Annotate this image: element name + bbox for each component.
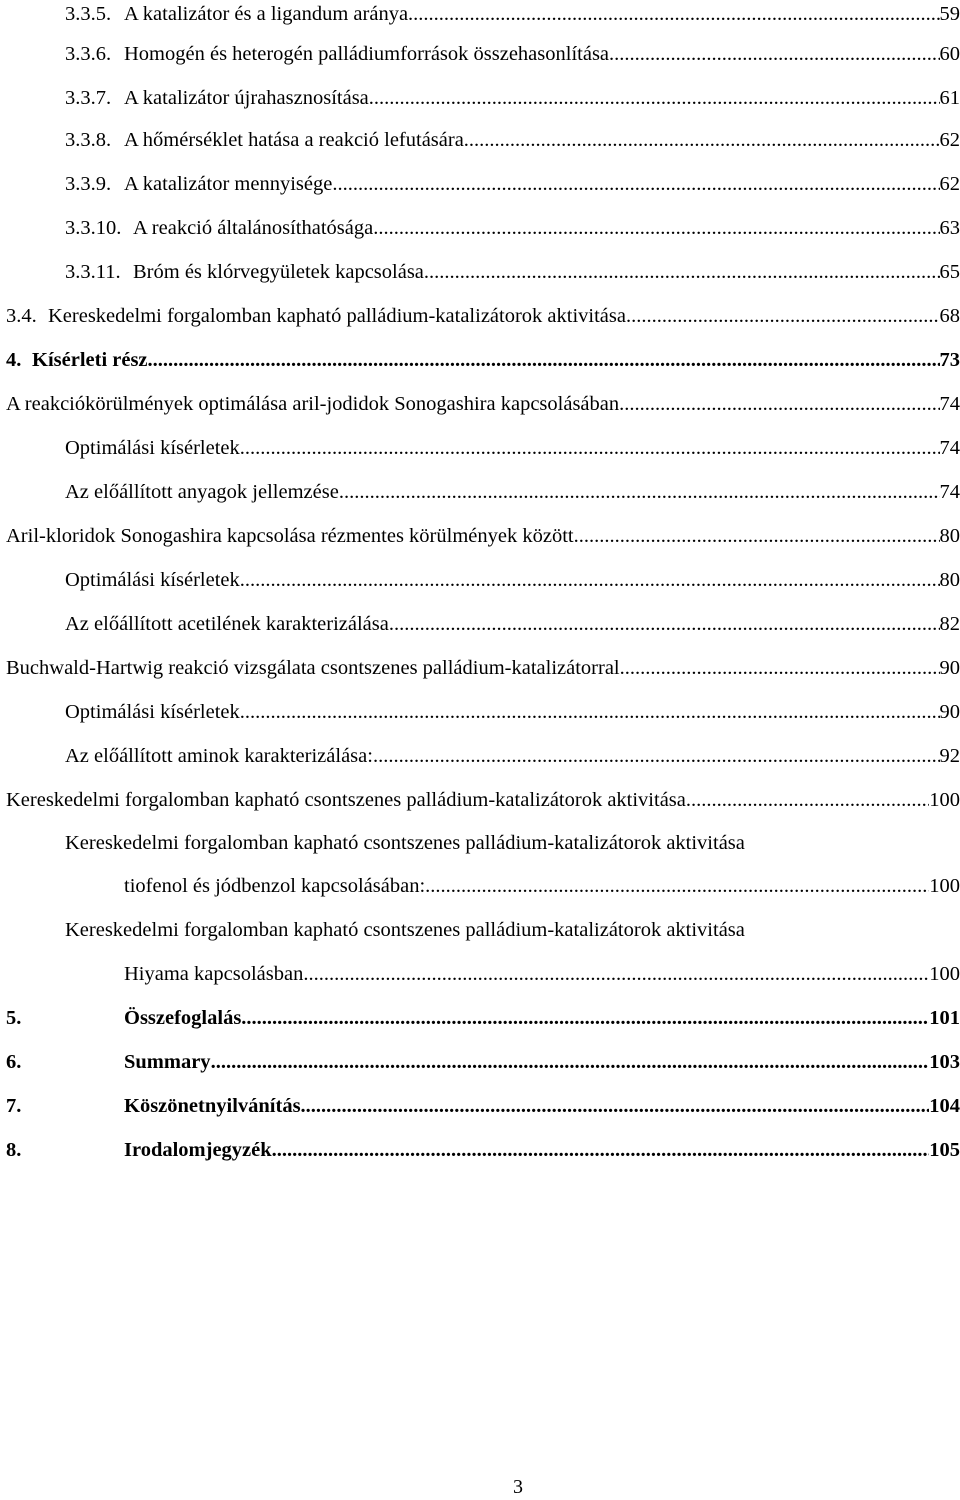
toc-entry[interactable] [6,1048,960,1076]
toc-entry-title: Bróm és klórvegyületek kapcsolása [133,258,424,286]
toc-entry[interactable] [65,566,960,594]
toc-entry-page: 80 [940,522,960,550]
toc-entry-number: 8. [6,1136,124,1164]
toc-entry-page: 100 [929,960,960,988]
toc-entry[interactable] [6,786,960,814]
toc-entry[interactable] [65,258,960,286]
toc-entry-title: Optimálási kísérletek [65,698,240,726]
toc-entry-title: A katalizátor mennyisége [124,170,332,198]
toc-entry-page: 60 [940,40,960,68]
page-number: 3 [0,1474,960,1500]
toc-entry-number: 4. [6,346,32,374]
toc-entry-title: Optimálási kísérletek [65,566,240,594]
dot-leader [241,1004,929,1032]
toc-entry-title: Az előállított anyagok jellemzése [65,478,339,506]
dot-leader [240,434,940,462]
toc-entry-page: 59 [940,0,960,28]
toc-entry-title: Összefoglalás [124,1004,241,1032]
toc-entry[interactable] [6,390,960,418]
toc-entry-page: 74 [940,478,960,506]
toc-entry-title: A katalizátor és a ligandum aránya [124,0,408,28]
toc-entry[interactable] [65,434,960,462]
toc-entry-page: 104 [929,1092,960,1120]
toc-entry[interactable] [6,1092,960,1120]
dot-leader [574,522,940,550]
dot-leader [609,40,939,68]
toc-entry-title: Homogén és heterogén palládiumforrások összehasonlítása [124,40,609,68]
toc-entry-page: 61 [940,84,960,112]
toc-entry-page: 90 [940,654,960,682]
toc-entry-number: 3.4. [6,302,48,330]
toc-entry[interactable] [65,126,960,154]
toc-entry-page: 62 [940,126,960,154]
toc-entry[interactable] [65,0,960,28]
toc-entry-title-line1: Kereskedelmi forgalomban kapható csontszenes palládium-katalizátorok aktivitása [65,829,745,857]
toc-entry[interactable] [65,84,960,112]
toc-entry[interactable] [65,214,960,242]
toc-entry[interactable] [65,698,960,726]
toc-entry[interactable] [124,872,960,900]
dot-leader [425,872,929,900]
dot-leader [424,258,940,286]
dot-leader [619,390,939,418]
toc-entry-number: 3.3.11. [65,258,133,286]
toc-entry-number: 3.3.10. [65,214,133,242]
toc-entry[interactable] [6,302,960,330]
toc-entry-number: 3.3.9. [65,170,124,198]
toc-entry-title: Az előállított aminok karakterizálása: [65,742,373,770]
toc-entry-title: Buchwald-Hartwig reakció vizsgálata csontszenes palládium-katalizátorral [6,654,620,682]
toc-entry-title: A katalizátor újrahasznosítása [124,84,369,112]
toc-entry-page: 101 [929,1004,960,1032]
toc-entry-page: 80 [940,566,960,594]
toc-entry-number: 3.3.8. [65,126,124,154]
toc-entry-title: Optimálási kísérletek [65,434,240,462]
toc-entry[interactable] [6,654,960,682]
toc-entry[interactable] [65,478,960,506]
toc-entry-page: 62 [940,170,960,198]
toc-entry[interactable] [6,346,960,374]
toc-entry[interactable] [65,170,960,198]
dot-leader [626,302,940,330]
dot-leader [211,1048,930,1076]
toc-entry-title: Aril-kloridok Sonogashira kapcsolása rézmentes körülmények között [6,522,574,550]
toc-entry-title: Kereskedelmi forgalomban kapható palládium-katalizátorok aktivitása [48,302,626,330]
toc-entry-title: Kereskedelmi forgalomban kapható csontszenes palládium-katalizátorok aktivitása [6,786,686,814]
dot-leader [373,742,940,770]
toc-entry-page: 74 [940,434,960,462]
toc-entry-number: 3.3.7. [65,84,124,112]
toc-entry[interactable] [6,1136,960,1164]
toc-entry-page: 92 [940,742,960,770]
toc-entry-number: 3.3.5. [65,0,124,28]
toc-entry-page: 65 [940,258,960,286]
dot-leader [686,786,929,814]
toc-entry-page: 100 [929,786,960,814]
toc-entry-title: Az előállított acetilének karakterizálása [65,610,389,638]
dot-leader [339,478,940,506]
toc-entry[interactable] [65,610,960,638]
dot-leader [240,698,940,726]
toc-entry-page: 74 [940,390,960,418]
toc-entry-page: 105 [929,1136,960,1164]
toc-entry-title-line2: Hiyama kapcsolásban [124,960,303,988]
toc-entry-number: 5. [6,1004,124,1032]
toc-entry-title: Köszönetnyilvánítás [124,1092,301,1120]
toc-entry-title-line1: Kereskedelmi forgalomban kapható csontszenes palládium-katalizátorok aktivitása [65,916,745,944]
toc-entry-title: Irodalomjegyzék [124,1136,272,1164]
toc-entry-page: 68 [940,302,960,330]
toc-entry-page: 73 [940,346,960,374]
toc-entry-page: 63 [940,214,960,242]
toc-entry[interactable] [65,40,960,68]
dot-leader [301,1092,930,1120]
toc-entry-number: 3.3.6. [65,40,124,68]
dot-leader [389,610,940,638]
dot-leader [464,126,940,154]
dot-leader [369,84,940,112]
toc-entry-title: A reakciókörülmények optimálása aril-jodidok Sonogashira kapcsolásában [6,390,619,418]
toc-entry-title-line2: tiofenol és jódbenzol kapcsolásában: [124,872,425,900]
dot-leader [240,566,940,594]
toc-entry-number: 7. [6,1092,124,1120]
toc-entry[interactable] [65,742,960,770]
toc-entry-page: 100 [929,872,960,900]
toc-entry-page: 82 [940,610,960,638]
toc-entry[interactable] [124,960,960,988]
dot-leader [303,960,929,988]
toc-entry-title: Kísérleti rész [32,346,148,374]
toc-entry[interactable] [6,1004,960,1032]
toc-entry-title: A reakció általánosíthatósága [133,214,373,242]
dot-leader [408,0,939,28]
toc-entry-page: 90 [940,698,960,726]
toc-entry-title: Summary [124,1048,211,1076]
dot-leader [332,170,939,198]
dot-leader [272,1136,930,1164]
dot-leader [373,214,939,242]
toc-entry-page: 103 [929,1048,960,1076]
toc-entry-number: 6. [6,1048,124,1076]
toc-entry-title: A hőmérséklet hatása a reakció lefutására [124,126,464,154]
dot-leader [148,346,940,374]
dot-leader [620,654,940,682]
toc-entry[interactable] [6,522,960,550]
